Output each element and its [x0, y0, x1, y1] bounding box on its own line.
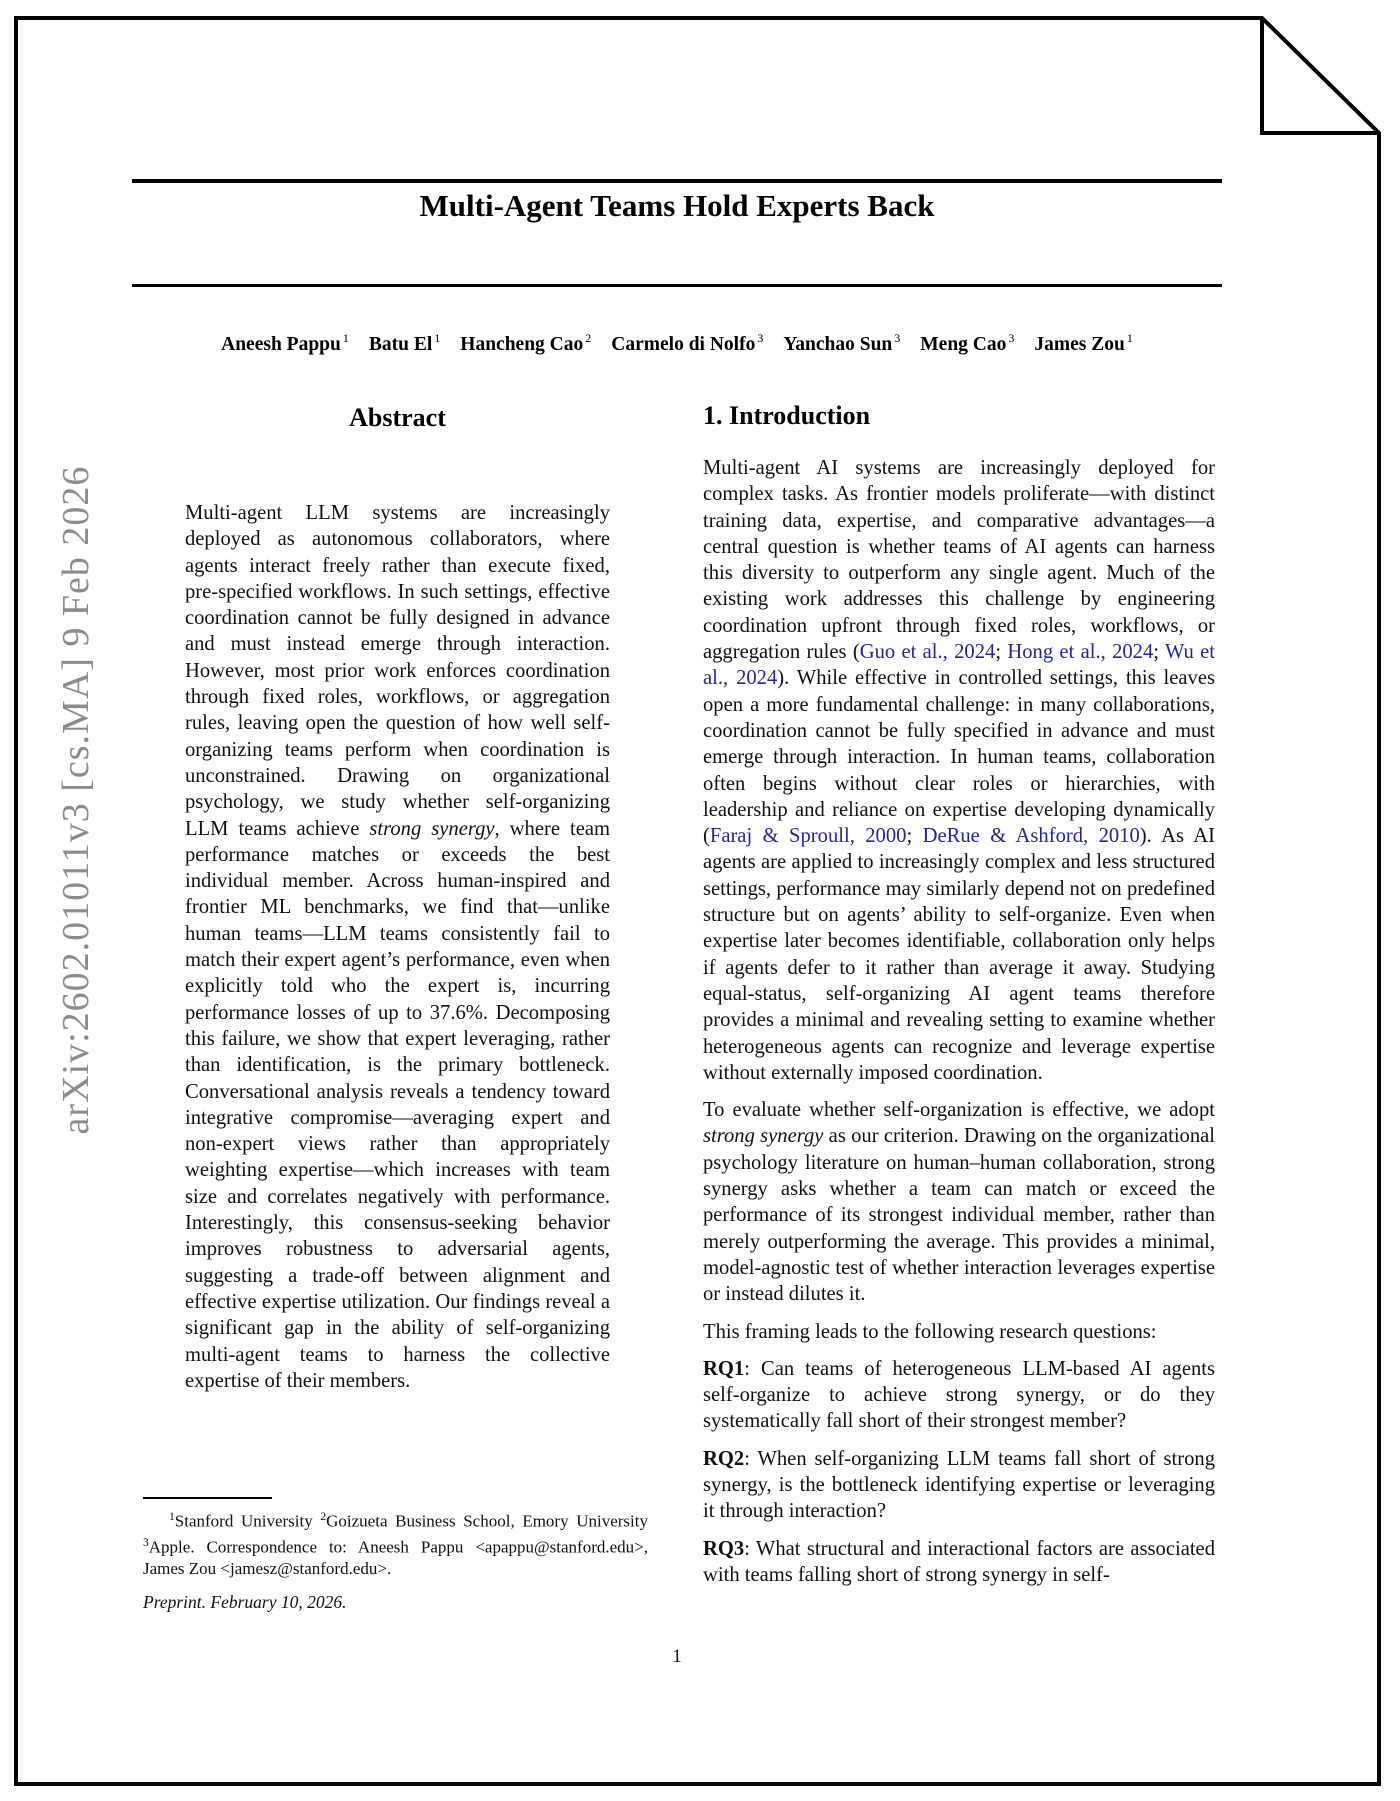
text-segment: 3 [143, 1536, 149, 1550]
text-segment: : Can teams of heterogeneous LLM-based AI agents self-organize to achieve strong synergy, or do they systematically fall short of their strongest member? [703, 1357, 1215, 1433]
title-rule-bottom [132, 284, 1222, 287]
paper-title: Multi-Agent Teams Hold Experts Back [419, 188, 935, 223]
research-question-3 [703, 1536, 1215, 1589]
citation-link[interactable]: Hong et al., 2024 [1007, 641, 1154, 664]
author [920, 331, 1015, 355]
intro-paragraph-2 [703, 1097, 1215, 1307]
text-segment: Multi-agent AI systems are increasingly deployed for complex tasks. As frontier models proliferate—with distinct training data, expertise, and comparative advantages—a central question is whether teams of AI agents can harness this diversity to outperform any single agent. Much of the existing work addresses this challenge by engineering coordination upfront through fixed roles, workflows, or aggregation rules ( [703, 457, 1215, 664]
author-affiliation-superscript: 1 [342, 331, 349, 345]
abstract-body [185, 500, 610, 1394]
author-name: Hancheng Cao [460, 333, 584, 355]
author-name: Yanchao Sun [783, 333, 893, 355]
citation-link[interactable]: Guo et al., 2024 [859, 641, 996, 664]
text-segment: Apple. Correspondence to: Aneesh Pappu <apappu@stanford.edu>, James Zou <jamesz@stanford.edu>. [143, 1537, 648, 1579]
text-segment: : What structural and interactional factors are associated with teams falling short of strong synergy in self- [703, 1537, 1215, 1586]
citation-link[interactable]: Faraj & Sproull, 2000 [709, 825, 907, 848]
research-question-1 [703, 1356, 1215, 1435]
text-segment: Goizueta Business School, Emory University [326, 1511, 648, 1531]
text-segment: 2 [320, 1510, 327, 1523]
author-name: Carmelo di Nolfo [611, 333, 756, 355]
title-rule-top [132, 179, 1222, 183]
text-segment: RQ1 [703, 1357, 745, 1380]
author [221, 331, 349, 355]
intro-paragraph-1 [703, 455, 1215, 1086]
author-affiliation-superscript: 2 [585, 331, 592, 345]
section-heading-introduction: 1. Introduction [703, 401, 871, 430]
author-list [132, 331, 1222, 356]
text-segment: ; [995, 641, 1008, 664]
author [368, 331, 441, 355]
text-segment: ). While effective in controlled settings, this leaves open a more fundamental challenge: in many collaborations, coordination cannot be fully specified in advance and must emerge through interaction. In human teams, collaboration often begins without clear roles or hierarchies, with leadership and reliance on expertise developing dynamically ( [703, 667, 1216, 848]
text-segment: To evaluate whether self-organization is effective, we adopt [703, 1099, 1215, 1122]
arxiv-watermark: arXiv:2602.01011v3 [cs.MA] 9 Feb 2026 [55, 465, 97, 1135]
affiliation-footnote [143, 1506, 648, 1580]
text-segment: This framing leads to the following research questions: [703, 1320, 1157, 1343]
introduction-column [703, 455, 1215, 1599]
author-name: James Zou [1034, 333, 1125, 355]
author-name: Aneesh Pappu [221, 333, 341, 355]
intro-paragraph-3 [703, 1319, 1215, 1345]
author [460, 331, 592, 355]
text-segment: , where team performance matches or exceeds the best individual member. Across human-inspired and frontier ML benchmarks, we find that—unlike human teams—LLM teams consistently fail to match their expert agent’s performance, even when explicitly told who the expert is, incurring performance losses of up to 37.6%. Decomposing this failure, we show that expert leveraging, rather than identification, is the primary bottleneck. Conversational analysis reveals a tendency toward integrative compromise—averaging expert and non-expert views rather than appropriately weighting expertise—which increases with team size and correlates negatively with performance. Interestingly, this consensus-seeking behavior improves robustness to adversarial agents, suggesting a trade-off between alignment and effective expertise utilization. Our findings reveal a significant gap in the ability of self-organizing multi-agent teams to harness the collective expertise of their members. [185, 817, 610, 1392]
text-segment: ; [906, 825, 923, 848]
author-name: Meng Cao [920, 333, 1007, 355]
text-segment: strong synergy [703, 1125, 824, 1148]
text-segment: : When self-organizing LLM teams fall short of strong synergy, is the bottleneck identifying expertise or leveraging it through interaction? [703, 1447, 1215, 1523]
text-segment: 1 [169, 1510, 175, 1523]
text-segment: as our criterion. Drawing on the organizational psychology literature on human–human collaboration, strong synergy asks whether a team can match or exceed the performance of its strongest individual member, rather than merely outperforming the average. This provides a minimal, model-agnostic test of whether interaction leverages expertise or instead dilutes it. [703, 1125, 1215, 1306]
citation-link[interactable]: Wu et al., 2024 [703, 641, 1216, 690]
preprint-date-line: Preprint. February 10, 2026. [143, 1592, 347, 1612]
author-affiliation-superscript: 1 [434, 331, 441, 345]
author [1034, 331, 1133, 355]
research-question-2 [703, 1446, 1215, 1525]
text-segment: RQ2 [703, 1447, 745, 1470]
author-affiliation-superscript: 3 [894, 331, 901, 345]
author-affiliation-superscript: 3 [757, 331, 764, 345]
author-name: Batu El [368, 333, 433, 355]
text-segment: Stanford University [174, 1511, 321, 1531]
text-segment: RQ3 [703, 1537, 745, 1560]
abstract-heading: Abstract [349, 403, 446, 432]
author [783, 331, 901, 355]
text-segment: ; [1153, 641, 1165, 664]
footnote-rule [143, 1497, 272, 1499]
text-segment: ). As AI agents are applied to increasingly complex and less structured settings, performance may similarly depend not on predefined structure but on agents’ ability to self-organize. Even when expertise later becomes identifiable, collaboration only helps if agents defer to it rather than average it away. Studying equal-status, self-organizing AI agent teams therefore provides a minimal and revealing setting to examine whether heterogeneous agents can recognize and leverage expertise without externally imposed coordination. [703, 825, 1215, 1084]
author-affiliation-superscript: 1 [1126, 331, 1133, 345]
citation-link[interactable]: DeRue & Ashford, 2010 [922, 825, 1140, 848]
page-number: 1 [672, 1646, 682, 1667]
author [611, 331, 764, 355]
author-affiliation-superscript: 3 [1008, 331, 1015, 345]
text-segment: strong synergy [369, 817, 495, 840]
text-segment: Multi-agent LLM systems are increasingly deployed as autonomous collaborators, where agents interact freely rather than execute fixed, pre-specified workflows. In such settings, effective coordination cannot be fully designed in advance and must instead emerge through interaction. However, most prior work enforces coordination through fixed roles, workflows, or aggregation rules, leaving open the question of how well self-organizing teams perform when coordination is unconstrained. Drawing on organizational psychology, we study whether self-organizing LLM teams achieve [185, 502, 610, 840]
